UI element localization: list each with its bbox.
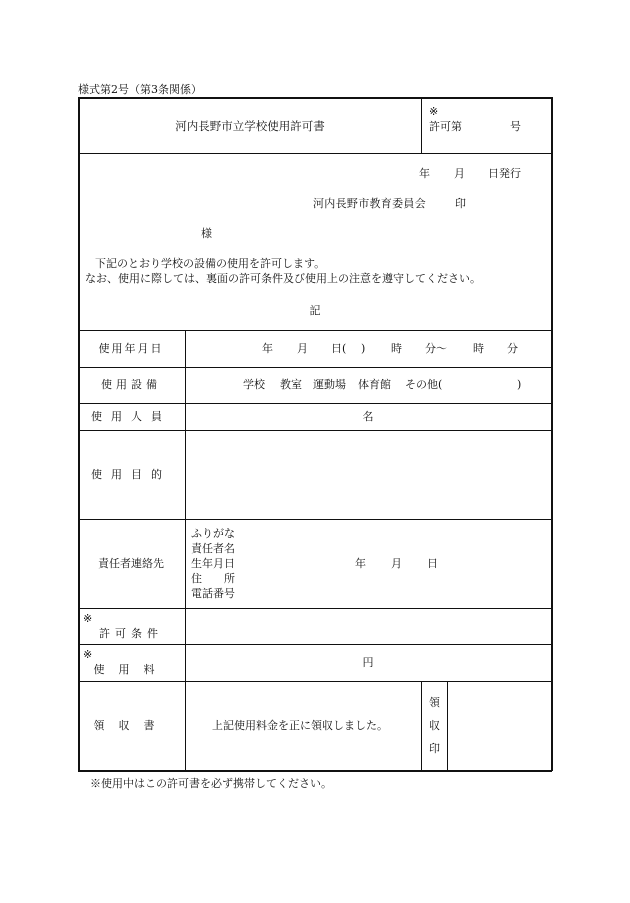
- contact-birth-day: 日: [427, 557, 438, 570]
- receipt-row-label: 領収書: [93, 719, 169, 732]
- facility-option-gym: 体育館: [358, 378, 391, 391]
- contact-birth-month: 月: [391, 557, 402, 570]
- body-line-2: なお、使用に際しては、裏面の許可条件及び使用上の注意を遵守してください。: [85, 272, 481, 285]
- receipt-text: 上記使用料金を正に領収しました。: [212, 719, 388, 732]
- form-number-label: 様式第2号（第3条関係）: [78, 83, 202, 96]
- contact-field-phone: 電話番号: [191, 587, 235, 600]
- contact-field-name: 責任者名: [191, 542, 235, 555]
- date-minute-end: 分: [507, 342, 518, 355]
- issuer-seal-label: 印: [455, 197, 466, 210]
- facility-option-other: その他(: [405, 378, 443, 391]
- date-month: 月: [297, 342, 308, 355]
- facility-option-field: 運動場: [313, 378, 346, 391]
- people-unit: 名: [362, 410, 374, 423]
- conditions-row-label: 許可条件: [99, 627, 163, 640]
- facility-row-label: 使用設備: [101, 378, 161, 391]
- facility-other-close: ): [517, 378, 522, 391]
- issue-month-label: 月: [454, 167, 465, 180]
- body-line-1: 下記のとおり学校の設備の使用を許可します。: [95, 257, 326, 270]
- issue-day-label: 日発行: [488, 167, 521, 180]
- receipt-seal-char-2: 収: [429, 719, 440, 732]
- issuer-name: 河内長野市教育委員会: [313, 197, 426, 210]
- date-year: 年: [262, 342, 273, 355]
- contact-field-birthdate: 生年月日: [191, 557, 235, 570]
- ki-label: 記: [309, 304, 321, 317]
- form-title: 河内長野市立学校使用許可書: [175, 119, 325, 133]
- permit-mark: ※: [429, 105, 439, 118]
- facility-option-school: 学校: [243, 378, 265, 391]
- date-hour-end: 時: [473, 342, 484, 355]
- receipt-seal-char-3: 印: [429, 742, 440, 755]
- facility-option-classroom: 教室: [280, 378, 302, 391]
- addressee-suffix: 様: [201, 227, 212, 240]
- date-close: ): [361, 342, 366, 355]
- permit-number-label: 許可第: [429, 120, 462, 133]
- footer-note: ※使用中はこの許可書を必ず携帯してください。: [90, 777, 332, 790]
- date-day: 日(: [331, 342, 347, 355]
- people-row-label: 使用人員: [91, 410, 171, 423]
- date-hour-start: 時: [391, 342, 402, 355]
- fee-mark: ※: [83, 648, 93, 661]
- receipt-seal-char-1: 領: [429, 696, 440, 709]
- fee-unit: 円: [362, 656, 374, 669]
- contact-birth-year: 年: [355, 557, 366, 570]
- date-minute-start: 分〜: [425, 342, 447, 355]
- contact-field-address: 住 所: [191, 572, 235, 585]
- date-row-label: 使用年月日: [98, 342, 164, 355]
- permit-number-suffix: 号: [510, 120, 521, 133]
- issue-year-label: 年: [419, 167, 430, 180]
- purpose-row-label: 使用目的: [91, 468, 171, 481]
- fee-row-label: 使用料: [93, 663, 169, 676]
- conditions-mark: ※: [83, 612, 93, 625]
- contact-field-furigana: ふりがな: [191, 527, 235, 540]
- contact-row-label: 責任者連絡先: [98, 557, 164, 570]
